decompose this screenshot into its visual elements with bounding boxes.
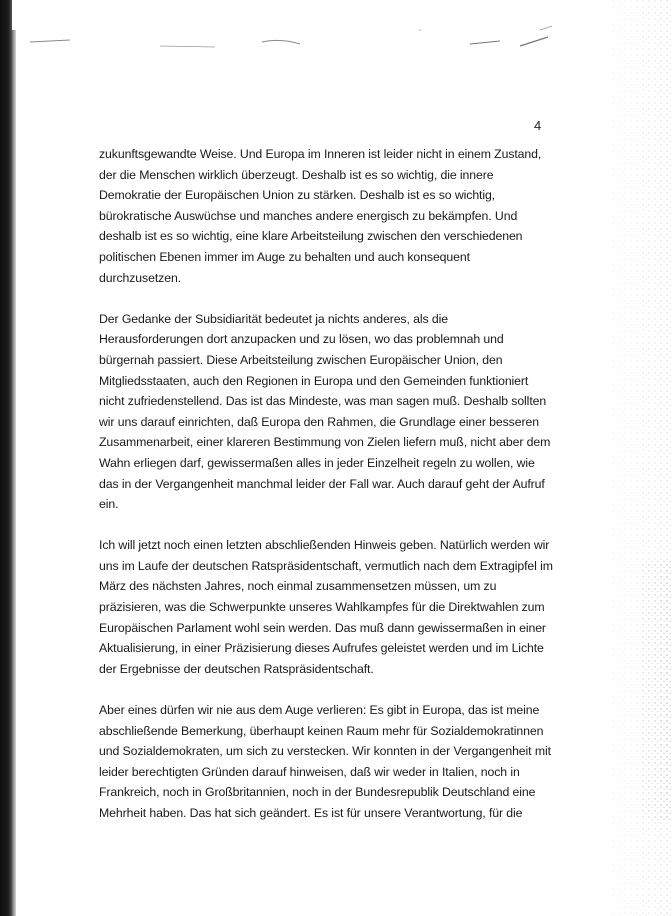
text-line: leider berechtigten Gründen darauf hinweisen, daß wir weder in Italien, noch in	[99, 764, 520, 779]
paragraph	[99, 535, 553, 679]
scan-noise-right	[582, 0, 672, 916]
text-line: bürokratische Auswüchse und manches andere energisch zu bekämpfen. Und	[99, 208, 518, 223]
text-line: Mehrheit haben. Das hat sich geändert. Es ist für unsere Verantwortung, für die	[99, 806, 523, 820]
document-body	[99, 144, 553, 844]
text-line: Aktualisierung, in einer Präzisierung dieses Aufrufes geleistet werden und im Lichte	[99, 641, 544, 656]
text-line: deshalb ist es so wichtig, eine klare Arbeitsteilung zwischen den verschiedenen	[99, 229, 523, 244]
text-line: zukunftsgewandte Weise. Und Europa im Inneren ist leider nicht in einem Zustand,	[99, 147, 542, 161]
text-line: der die Menschen wirklich überzeugt. Deshalb ist es so wichtig, die innere	[99, 167, 494, 182]
paragraph	[99, 309, 549, 515]
text-line: durchzusetzen.	[99, 270, 181, 285]
paragraph	[99, 144, 549, 288]
text-line: Demokratie der Europäischen Union zu stärken. Deshalb ist es so wichtig,	[99, 188, 496, 203]
text-line: Der Gedanke der Subsidiarität bedeutet ja nichts anderes, als die	[99, 311, 448, 326]
text-line: Mitgliedsstaaten, auch den Regionen in Europa und den Gemeinden funktioniert	[99, 373, 529, 388]
text-line: Frankreich, noch in Großbritannien, noch in der Bundesrepublik Deutschland eine	[99, 785, 536, 800]
text-line: uns im Laufe der deutschen Ratspräsidentschaft, vermutlich nach dem Extragipfel im	[99, 558, 553, 573]
text-line: ein.	[99, 497, 119, 512]
text-line: wir uns darauf einrichten, daß Europa den Rahmen, die Grundlage einer besseren	[99, 414, 539, 429]
text-line: Zusammenarbeit, einer klareren Bestimmung von Zielen liefern muß, nicht aber dem	[99, 435, 551, 450]
text-line: Europäischen Parlament wohl sein werden. Das muß dann gewissermaßen in einer	[99, 620, 546, 635]
text-line: nicht zufriedenstellend. Das ist das Mindeste, was man sagen muß. Deshalb sollten	[99, 394, 547, 409]
text-line: Ich will jetzt noch einen letzten abschließenden Hinweis geben. Natürlich werden wir	[99, 538, 550, 553]
text-line: das in der Vergangenheit manchmal leider der Fall war. Auch darauf geht der Aufruf	[99, 476, 545, 491]
text-line: Aber eines dürfen wir nie aus dem Auge verlieren: Es gibt in Europa, das ist meine	[99, 703, 540, 718]
text-line: und Sozialdemokraten, um sich zu verstecken. Wir konnten in der Vergangenheit mit	[99, 744, 551, 759]
page-number: 4	[534, 118, 542, 133]
text-line: März des nächsten Jahres, noch einmal zusammensetzen müssen, um zu	[99, 579, 497, 594]
text-line: präzisieren, was die Schwerpunkte unseres Wahlkampfes für die Direktwahlen zum	[99, 600, 545, 615]
scan-edge-gradient	[12, 30, 16, 916]
scan-edge-shadow	[0, 0, 12, 916]
text-line: Herausforderungen dort anzupacken und zu lösen, wo das problemnah und	[99, 332, 504, 347]
text-line: der Ergebnisse der deutschen Ratspräsidentschaft.	[99, 661, 374, 676]
text-line: Wahn erliegen darf, gewissermaßen alles in jeder Einzelheit regeln zu wollen, wie	[99, 455, 535, 470]
text-line: abschließende Bemerkung, überhaupt keinen Raum mehr für Sozialdemokratinnen	[99, 723, 544, 738]
text-line: politischen Ebenen immer im Auge zu behalten und auch konsequent	[99, 249, 470, 264]
text-line: bürgernah passiert. Diese Arbeitsteilung zwischen Europäischer Union, den	[99, 352, 503, 367]
scan-artifacts-top	[0, 0, 672, 70]
paragraph	[99, 700, 549, 824]
